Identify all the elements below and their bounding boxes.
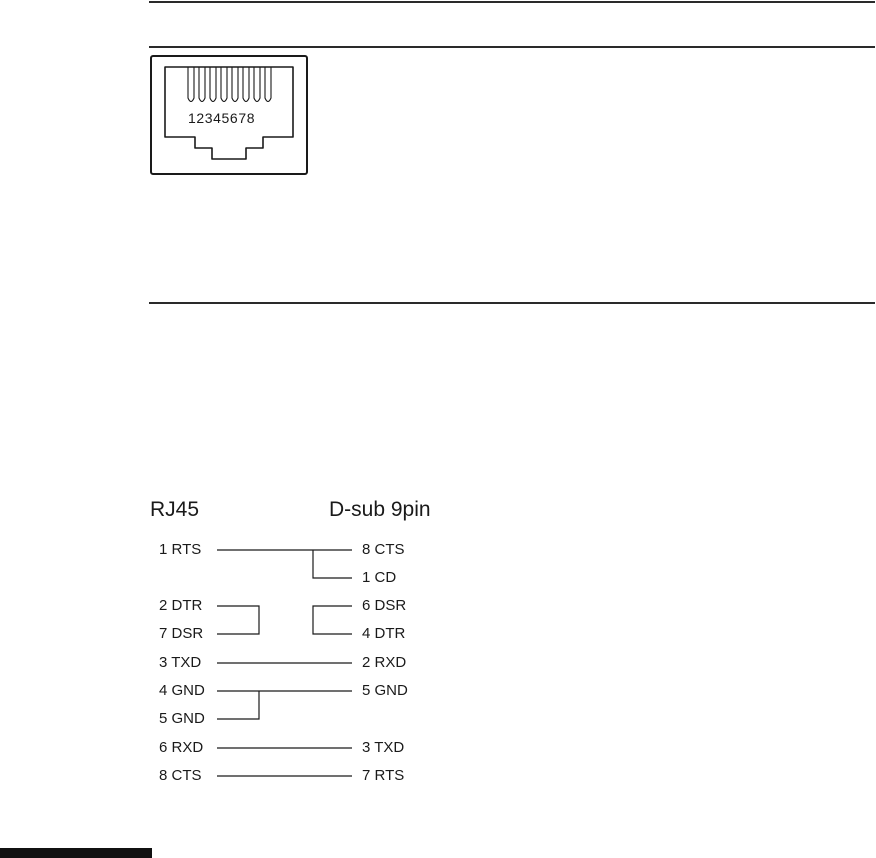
page-footer-bar xyxy=(0,848,152,858)
wire-dtr-dsr-loop xyxy=(217,606,259,634)
wire-dsr-dtr-loop xyxy=(313,606,352,634)
dsub-pin-label: 2 RXD xyxy=(362,654,407,671)
wire-gnd-branch xyxy=(217,691,259,719)
dsub-pin-label: 6 DSR xyxy=(362,597,407,614)
rj45-pin-label: 8 CTS xyxy=(159,767,202,784)
rj45-pin-numbers: 12345678 xyxy=(188,110,256,126)
rj45-pin-label: 4 GND xyxy=(159,682,205,699)
dsub-pin-label: 7 RTS xyxy=(362,767,405,784)
dsub-pin-label: 4 DTR xyxy=(362,625,406,642)
dsub-pin-label: 5 GND xyxy=(362,682,408,699)
dsub-pin-label: 8 CTS xyxy=(362,541,405,558)
rj45-pin-label: 2 DTR xyxy=(159,597,203,614)
rj45-pin-label: 3 TXD xyxy=(159,654,202,671)
rj45-pin-label: 7 DSR xyxy=(159,625,204,642)
dsub-heading: D-sub 9pin xyxy=(329,498,431,521)
rj45-pin-label: 6 RXD xyxy=(159,739,204,756)
dsub-pin-label: 3 TXD xyxy=(362,739,405,756)
dsub-pin-label: 1 CD xyxy=(362,569,397,586)
rj45-pin-label: 5 GND xyxy=(159,710,205,727)
rj45-heading: RJ45 xyxy=(150,498,200,521)
rj45-pin-label: 1 RTS xyxy=(159,541,202,558)
wire-cts-cd-loop xyxy=(313,550,352,578)
